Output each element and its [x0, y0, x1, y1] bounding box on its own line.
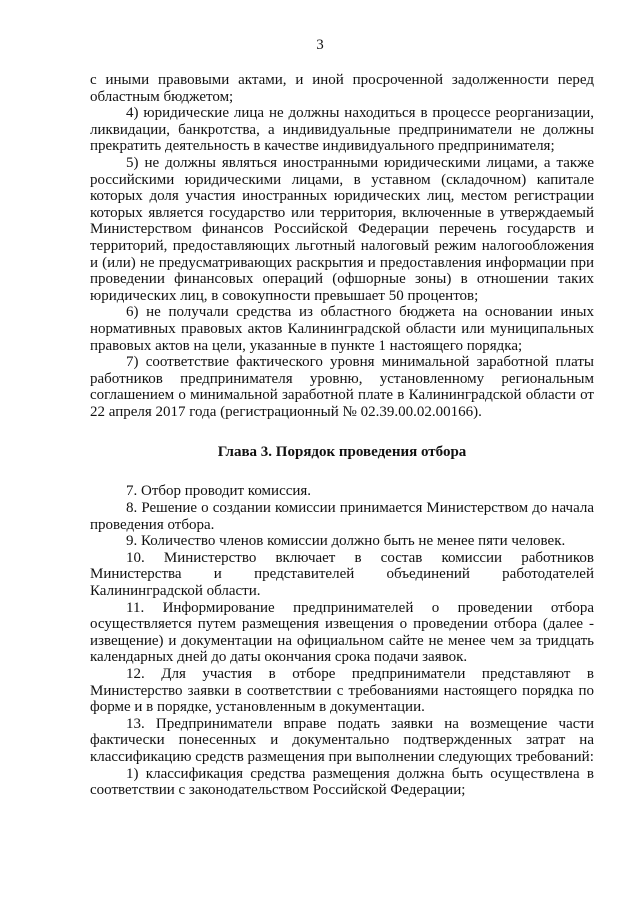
document-body [90, 72, 594, 799]
numbered-clause: 10. Министерство включает в состав комиссии работников Министерства и представителей объединений работодателей Калининградской области. [90, 549, 594, 600]
list-item: 1) классификация средства размещения должна быть осуществлена в соответствии с законодательством Российской Федерации; [90, 765, 594, 799]
numbered-clause: 7. Отбор проводит комиссия. [126, 483, 312, 500]
page-number: 3 [316, 37, 324, 53]
list-item: 6) не получали средства из областного бюджета на основании иных нормативных правовых актов Калининградской области или муниципальных правовых актов на цели, указанные в пункте 1 настоящего порядка; [90, 304, 594, 354]
list-item: 4) юридические лица не должны находиться в процессе реорганизации, ликвидации, банкротства, а индивидуальные предприниматели не должны прекратить деятельность в качестве индивидуального предпринимателя; [90, 105, 594, 155]
numbered-clause: 12. Для участия в отборе предприниматели представляют в Министерство заявки в соответствии с требованиями настоящего порядка по форме и в порядке, установленным в документации. [90, 666, 594, 716]
paragraph: с иными правовыми актами, и иной просроченной задолженности перед областным бюджетом; [90, 72, 594, 105]
numbered-clause: 13. Предприниматели вправе подать заявки на возмещение части фактически понесенных и документально подтвержденных затрат на классификацию средств размещения при выполнении следующих требований: [90, 715, 594, 765]
numbered-clause: 9. Количество членов комиссии должно быть не менее пяти человек. [126, 533, 566, 550]
list-item: 7) соответствие фактического уровня минимальной заработной платы работников предпринимателя уровню, установленному региональным соглашением о минимальной заработной плате в Калининградской области от 22 апреля 2017 года (регистрационный № 02.39.00.02.00166). [90, 354, 594, 420]
numbered-clause: 8. Решение о создании комиссии принимается Министерством до начала проведения отбора. [90, 500, 594, 533]
numbered-clause: 11. Информирование предпринимателей о проведении отбора осуществляется путем размещения извещения о проведении отбора (далее - извещение) и документации на официальном сайте не менее чем за тридцать календарных дней до даты окончания срока подачи заявок. [90, 599, 594, 666]
chapter-heading: Глава 3. Порядок проведения отбора [217, 444, 467, 461]
list-item: 5) не должны являться иностранными юридическими лицами, а также российскими юридическими лицами, в уставном (складочном) капитале которых доля участия иностранных юридических лиц, местом регистрации которых является государство или территория, включенные в утверждаемый Министерством финансов Российской Федерации перечень государств и территорий, предоставляющих льготный налоговый режим налогообложения и (или) не предусматривающих раскрытия и предоставления информации при проведении финансовых операций (офшорные зоны) в отношении таких юридических лиц, в совокупности превышает 50 процентов; [90, 154, 594, 304]
